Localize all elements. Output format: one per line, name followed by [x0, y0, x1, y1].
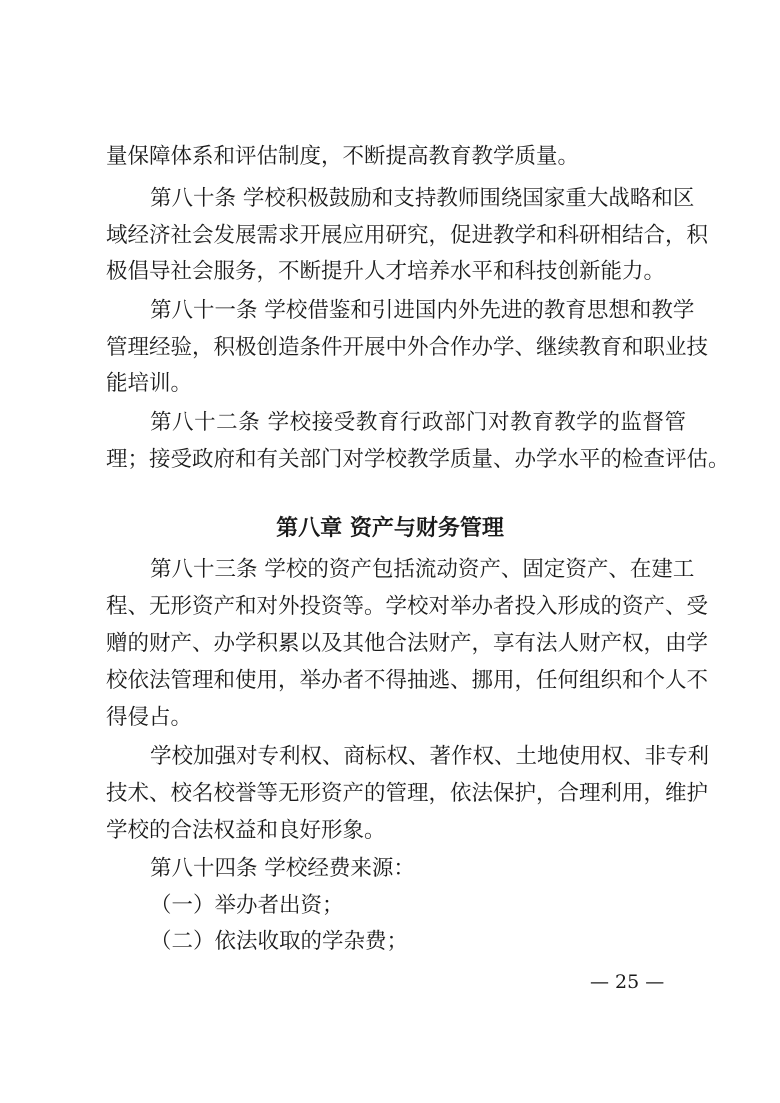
paragraph-line: 学校加强对专利权、商标权、著作权、土地使用权、非专利	[150, 744, 710, 769]
paragraph-line: 量保障体系和评估制度，不断提高教育教学质量。	[106, 144, 580, 169]
article-83-line: 第八十三条 学校的资产包括流动资产、固定资产、在建工	[150, 557, 695, 582]
article-80-line: 第八十条 学校积极鼓励和支持教师围绕国家重大战略和区	[150, 186, 695, 211]
paragraph-line: 管理经验，积极创造条件开展中外合作办学、继续教育和职业技	[106, 335, 709, 360]
paragraph-line: 程、无形资产和对外投资等。学校对举办者投入形成的资产、受	[106, 594, 709, 619]
paragraph-line: 校依法管理和使用，举办者不得抽逃、挪用，任何组织和个人不	[106, 668, 709, 693]
paragraph-line: 学校的合法权益和良好形象。	[106, 818, 386, 843]
list-item: （二）依法收取的学杂费；	[150, 929, 409, 954]
chapter-heading: 第八章 资产与财务管理	[276, 516, 504, 541]
page-number: — 25 —	[590, 971, 665, 993]
article-82-line: 第八十二条 学校接受教育行政部门对教育教学的监督管	[150, 410, 686, 435]
paragraph-line: 得侵占。	[106, 705, 193, 730]
paragraph-line: 理；接受政府和有关部门对学校教学质量、办学水平的检查评估。	[106, 447, 730, 472]
paragraph-line: 技术、校名校誉等无形资产的管理，依法保护，合理利用，维护	[106, 781, 709, 806]
list-item: （一）举办者出资；	[150, 893, 344, 918]
paragraph-line: 域经济社会发展需求开展应用研究，促进教学和科研相结合，积	[106, 223, 709, 248]
paragraph-line: 极倡导社会服务，不断提升人才培养水平和科技创新能力。	[106, 259, 666, 284]
article-81-line: 第八十一条 学校借鉴和引进国内外先进的教育思想和教学	[150, 298, 695, 323]
article-84-line: 第八十四条 学校经费来源：	[150, 856, 415, 881]
paragraph-line: 赠的财产、办学积累以及其他合法财产，享有法人财产权，由学	[106, 631, 709, 656]
paragraph-line: 能培训。	[106, 371, 193, 396]
